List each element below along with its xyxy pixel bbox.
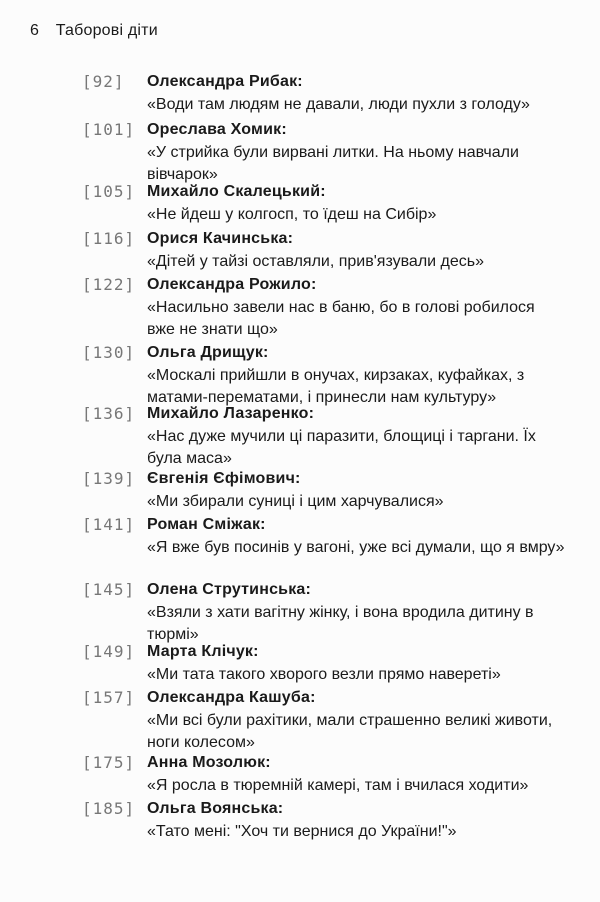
speaker-name: Олександра Рожило:: [147, 276, 317, 293]
quote-text: «Дітей у тайзі оставляли, прив'язували десь»: [147, 253, 485, 270]
reference-number: [92]: [82, 72, 125, 91]
reference-number: [101]: [82, 120, 136, 139]
reference-number: [130]: [82, 343, 136, 362]
running-title: Таборові діти: [55, 22, 158, 39]
quote-text: «Води там людям не давали, люди пухли з голоду»: [147, 96, 530, 113]
quote-text: «Не йдеш у колгосп, то їдеш на Сибір»: [147, 206, 437, 223]
speaker-name: Ольга Дрищук:: [147, 344, 269, 361]
speaker-name: Марта Клічук:: [147, 643, 259, 660]
reference-number: [105]: [82, 182, 136, 201]
reference-number: [175]: [82, 753, 136, 772]
quote-text: «Ми збирали суниці і цим харчувалися»: [147, 493, 444, 510]
reference-number: [139]: [82, 469, 136, 488]
speaker-name: Роман Сміжак:: [147, 516, 266, 533]
reference-number: [157]: [82, 688, 136, 707]
quote-text: «Нас дуже мучили ці паразити, блощиці і таргани. Їх була маса»: [147, 428, 536, 467]
speaker-name: Євгенія Єфімович:: [147, 470, 301, 487]
reference-number: [136]: [82, 404, 136, 423]
speaker-name: Михайло Скалецький:: [147, 183, 326, 200]
reference-number: [149]: [82, 642, 136, 661]
speaker-name: Ореслава Хомик:: [147, 121, 287, 138]
quote-text: «Ми всі були рахітики, мали страшенно великі животи, ноги колесом»: [147, 712, 553, 751]
reference-number: [116]: [82, 229, 136, 248]
reference-number: [141]: [82, 515, 136, 534]
speaker-name: Олександра Кашуба:: [147, 689, 316, 706]
quote-text: «Я росла в тюремній камері, там і вчилася ходити»: [147, 777, 529, 794]
quote-text: «Насильно завели нас в баню, бо в голові робилося вже не знати що»: [147, 299, 535, 338]
speaker-name: Олександра Рибак:: [147, 73, 303, 90]
quote-text: «Москалі прийшли в онучах, кирзаках, куфайках, з матами-перематами, і принесли нам культуру»: [147, 367, 525, 406]
quote-text: «Ми тата такого хворого везли прямо навереті»: [147, 666, 501, 683]
speaker-name: Михайло Лазаренко:: [147, 405, 315, 422]
quote-text: «Тато мені: "Хоч ти вернися до України!"»: [147, 823, 457, 840]
speaker-name: Ольга Воянська:: [147, 800, 284, 817]
quote-text: «Я вже був посинів у вагоні, уже всі думали, що я вмру»: [147, 539, 565, 556]
reference-number: [122]: [82, 275, 136, 294]
speaker-name: Олена Струтинська:: [147, 581, 312, 598]
reference-number: [145]: [82, 580, 136, 599]
speaker-name: Анна Мозолюк:: [147, 754, 271, 771]
running-header: [30, 22, 158, 40]
page-number: 6: [30, 22, 40, 39]
speaker-name: Орися Качинська:: [147, 230, 294, 247]
quote-text: «Взяли з хати вагітну жінку, і вона вродила дитину в тюрмі»: [147, 604, 534, 643]
quote-text: «У стрийка були вирвані литки. На ньому навчали вівчарок»: [147, 144, 519, 183]
reference-number: [185]: [82, 799, 136, 818]
